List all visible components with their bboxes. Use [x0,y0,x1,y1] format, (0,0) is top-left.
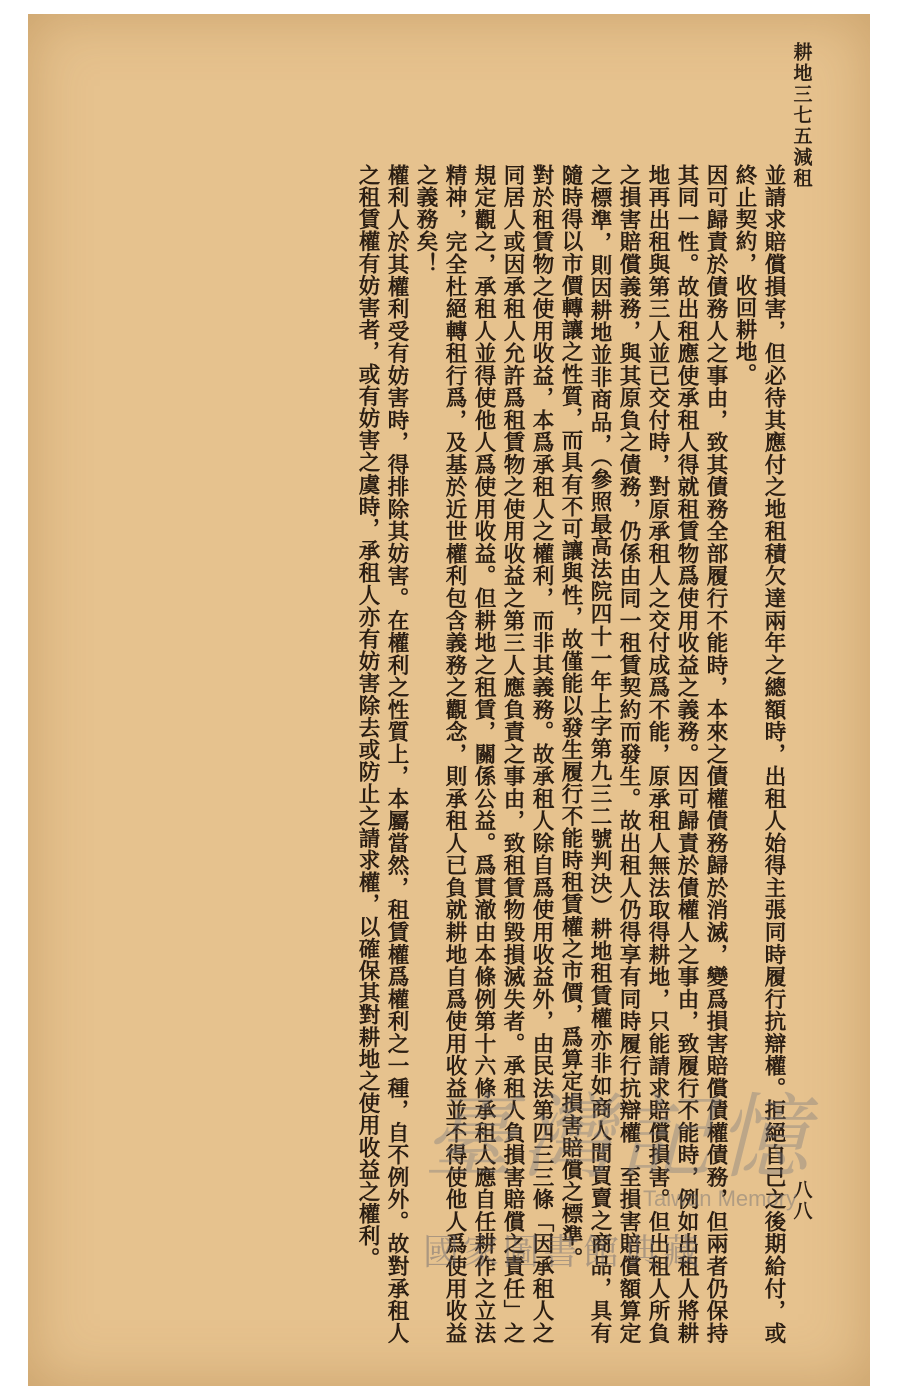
scanned-page [28,14,870,1386]
body-text [83,164,788,1344]
running-title: 耕地三七五減租 [790,42,813,189]
paragraph-2: 因可歸責於債務人之事由，致其債務全部履行不能時，本來之債權債務歸於消滅，變爲損害賠償債權債務，但兩者仍保持其同一性。故出租應使承租人得就租賃物爲使用收益之義務。因可歸責於債權人之事由，致履行不能時，例如出租人將耕地再出租與第三人並已交付時，對原承租人之交付成爲不能，原承租人無法取得耕地，只能請求賠償損害。但出租人所負之損害賠償義務，與其原負之債務，仍係由同一租賃契約而發生。故出租人仍得享有同時履行抗辯權，至損害賠償額算定之標準，則因耕地並非商品，（參照最高法院四十一年上字第九三二號判決）耕地租賃權亦非如商人間買賣之商品，具有隨時得以市價轉讓之性質，而具有不可讓與性，故僅能以發生履行不能時租賃權之市價，爲算定損害賠償之標準。 [558,164,728,1344]
watermark-script: 臺灣記憶 [423,1084,816,1191]
watermark-english: Taiwan Memory [643,1186,798,1211]
paragraph-1: 並請求賠償損害，但必待其應付之地租積欠達兩年之總額時，出租人始得主張同時履行抗辯權。拒絕自己之後期給付，或終止契約，收回耕地。 [732,164,786,1344]
watermark-chinese: 國家圖書館典藏 [423,1232,704,1273]
page-header [789,42,815,1222]
paragraph-4: 權利人於其權利受有妨害時，得排除其妨害。在權利之性質上，本屬當然，租賃權爲權利之一種，自不例外。故對承租人之租賃權有妨害者，或有妨害之虞時，承租人亦有妨害除去或防止之請求權，以確保其對耕地之使用收益之權利。 [355,164,409,1344]
page-number: 八八 [790,1180,813,1222]
paragraph-3: 對於租賃物之使用收益，本爲承租人之權利，而非其義務。故承租人除自爲使用收益外，由民法第四三三條「因承租人之同居人或因承租人允許爲租賃物之使用收益之第三人應負責之事由，致租賃物毀損滅失者。承租人負損害賠償之責任」之規定觀之，承租人並得使他人爲使用收益。但耕地之租賃，關係公益。爲貫澈由本條例第十六條承租人應自任耕作之立法精神，完全杜絕轉租行爲，及基於近世權利包含義務之觀念，則承租人已負就耕地自爲使用收益並不得使他人爲使用收益之義務矣！ [413,164,554,1344]
